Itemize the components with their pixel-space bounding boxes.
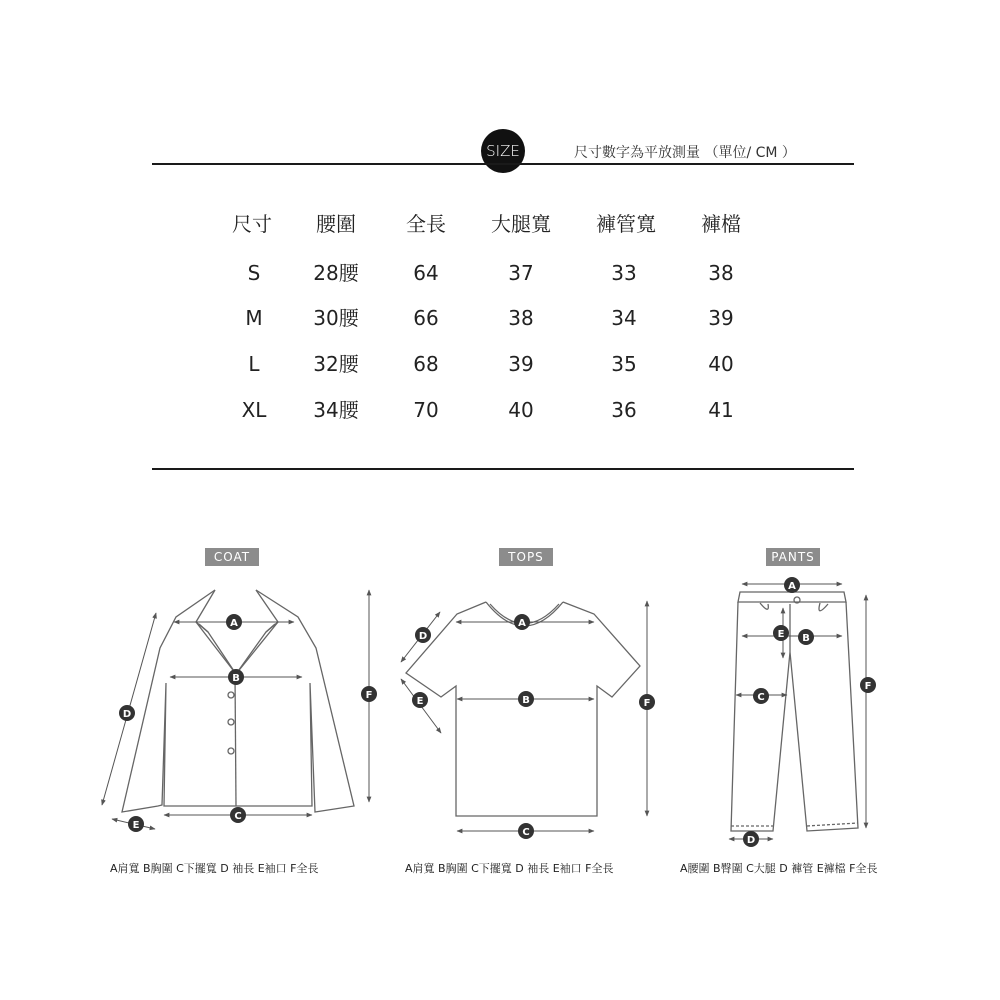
svg-text:E: E: [416, 696, 424, 707]
table-cell: 39: [708, 306, 734, 330]
table-cell: 41: [708, 398, 734, 422]
table-cell: 39: [508, 352, 534, 376]
coat-marker-b: [228, 669, 244, 685]
svg-text:F: F: [643, 698, 651, 709]
header-size: 尺寸: [232, 212, 272, 236]
svg-text:F: F: [365, 690, 373, 701]
pants-diagram: [729, 584, 866, 839]
table-cell: L: [248, 352, 260, 376]
tops-legend: A肩寬 B胸圍 C下擺寬 D 袖長 E袖口 F全長: [405, 862, 614, 875]
tops-marker-a: [514, 614, 530, 630]
tops-outline: [406, 602, 640, 816]
svg-text:B: B: [802, 633, 810, 644]
pants-marker-c: [753, 688, 769, 704]
coat-tag: COAT: [205, 548, 259, 566]
table-cell: 37: [508, 261, 534, 285]
pants-markers: [743, 577, 876, 847]
svg-text:A: A: [788, 581, 796, 592]
tops-markers: [412, 614, 655, 839]
table-cell: 36: [611, 398, 637, 422]
svg-text:E: E: [132, 820, 140, 831]
header-leg-opening: 褲管寬: [596, 212, 656, 236]
svg-text:D: D: [122, 709, 132, 720]
svg-text:C: C: [757, 692, 765, 703]
table-cell: M: [245, 306, 263, 330]
size-badge: SIZE: [481, 129, 525, 173]
tops-marker-d: [415, 627, 431, 643]
svg-text:D: D: [746, 835, 756, 846]
svg-text:A: A: [230, 618, 238, 629]
pants-marker-f: [860, 677, 876, 693]
table-cell: 70: [413, 398, 439, 422]
table-cell: 34腰: [313, 398, 359, 422]
coat-markers: [119, 614, 377, 832]
coat-marker-d: [119, 705, 135, 721]
svg-text:E: E: [777, 629, 785, 640]
tops-diagram: [401, 601, 647, 831]
table-cell: 34: [611, 306, 637, 330]
coat-legend: A肩寬 B胸圍 C下擺寬 D 袖長 E袖口 F全長: [110, 862, 319, 875]
svg-text:D: D: [418, 631, 428, 642]
tops-marker-c: [518, 823, 534, 839]
table-cell: 38: [508, 306, 534, 330]
table-cell: 32腰: [313, 352, 359, 376]
coat-marker-c: [230, 807, 246, 823]
tops-marker-e: [412, 692, 428, 708]
pants-marker-d: [743, 831, 759, 847]
pants-marker-e: [773, 625, 789, 641]
table-cell: 68: [413, 352, 439, 376]
header-length: 全長: [406, 212, 446, 236]
tops-marker-b: [518, 691, 534, 707]
table-cell: 40: [708, 352, 734, 376]
measurement-note: 尺寸數字為平放測量 （單位/ CM ）: [574, 145, 796, 161]
table-cell: 38: [708, 261, 734, 285]
table-cell: 40: [508, 398, 534, 422]
tops-marker-f: [639, 694, 655, 710]
pants-tag: PANTS: [766, 548, 820, 566]
table-cell: 66: [413, 306, 439, 330]
table-cell: 30腰: [313, 306, 359, 330]
svg-text:A: A: [518, 618, 526, 629]
pants-legend: A腰圍 B臀圍 C大腿 D 褲管 E褲檔 F全長: [680, 862, 878, 875]
svg-text:B: B: [232, 673, 240, 684]
table-cell: 33: [611, 261, 637, 285]
coat-marker-f: [361, 686, 377, 702]
tops-tag: TOPS: [499, 548, 553, 566]
table-cell: XL: [241, 398, 267, 422]
table-cell: 35: [611, 352, 637, 376]
header-rise: 褲檔: [701, 212, 741, 236]
pants-marker-a: [784, 577, 800, 593]
pants-marker-b: [798, 629, 814, 645]
pants-outline: [731, 592, 858, 831]
svg-text:C: C: [234, 811, 242, 822]
table-cell: 64: [413, 261, 439, 285]
coat-marker-e: [128, 816, 144, 832]
svg-text:C: C: [522, 827, 530, 838]
header-waist: 腰圍: [316, 212, 356, 236]
svg-text:F: F: [864, 681, 872, 692]
header-thigh: 大腿寬: [491, 212, 551, 236]
svg-text:B: B: [522, 695, 530, 706]
table-cell: 28腰: [313, 261, 359, 285]
pants-dimension-lines: [729, 584, 866, 839]
table-cell: S: [247, 261, 261, 285]
coat-marker-a: [226, 614, 242, 630]
